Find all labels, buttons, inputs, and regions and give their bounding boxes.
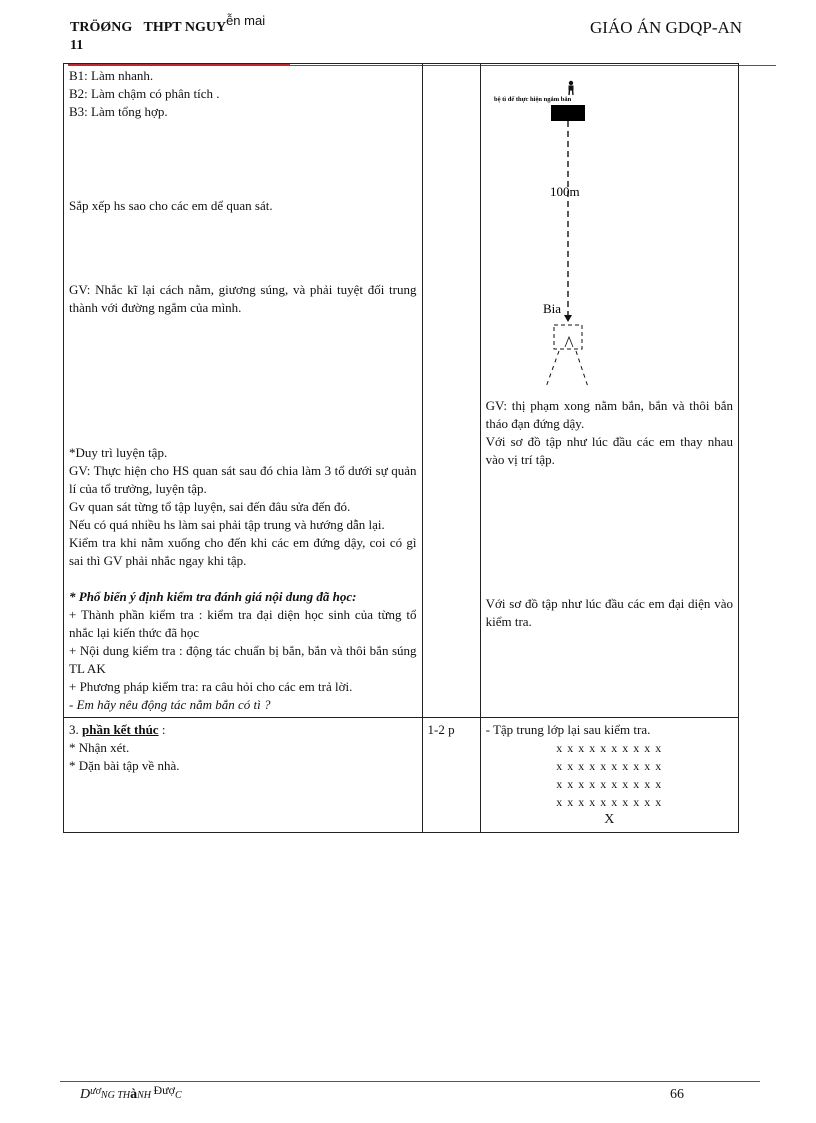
formation-row: x x x x x x x x x x <box>556 741 663 755</box>
gv-observe: Gv quan sát từng tổ tập luyện, sai đến đâu sửa đến đó. <box>69 499 351 514</box>
document-title: GIÁO ÁN GDQP-AN <box>590 18 743 37</box>
formation-leader: X <box>604 812 615 827</box>
arrow-head-icon <box>564 315 572 322</box>
rotation-note: Với sơ đồ tập như lúc đầu các em thay nhau vào vị trí tập. <box>485 434 733 467</box>
assessment-method: + Phương pháp kiểm tra: ra câu hỏi cho các em trả lời. <box>69 679 353 694</box>
class-number: 11 <box>70 38 84 53</box>
target-box <box>554 325 582 349</box>
school-name-superscript: ễn mai <box>226 13 266 28</box>
shooter-person-icon <box>568 81 573 95</box>
target-label: Bia <box>542 301 561 316</box>
ending-title <box>69 721 417 739</box>
organization-cell <box>480 64 738 718</box>
author-name <box>80 1083 182 1103</box>
formation-row: x x x x x x x x x x <box>556 759 663 773</box>
author-part: ươ <box>90 1086 101 1097</box>
author-part: Đượ <box>153 1083 176 1097</box>
formation-row: x x x x x x x x x x <box>556 795 663 809</box>
ending-number: 3. <box>69 722 82 737</box>
target-figure-icon <box>565 337 573 347</box>
footer-rule <box>60 1081 760 1082</box>
assessment-question: - Em hãy nêu động tác nằm bắn có tì ? <box>69 697 271 712</box>
author-part: NG TH <box>100 1090 131 1101</box>
ending-title-text: phần kết thúc <box>82 722 159 737</box>
school-name: THPT NGUY <box>143 20 227 35</box>
lesson-table <box>63 63 739 833</box>
gather-note: - Tập trung lớp lại sau kiểm tra. <box>485 722 651 737</box>
step-b3: B3: Làm tổng hợp. <box>69 104 168 119</box>
author-part: NH <box>137 1090 154 1101</box>
assessment-title: * Phổ biến ý định kiểm tra đánh giá nội dung đã học: <box>69 589 357 604</box>
school-line <box>70 13 266 37</box>
maintain-practice: *Duy trì luyện tập. <box>69 445 168 460</box>
page-number: 66 <box>670 1087 684 1102</box>
assessment-participants: + Thành phần kiểm tra : kiểm tra đại diện học sinh của từng tổ nhắc lại kiến thức đã học <box>69 607 417 640</box>
firing-rest-block <box>551 105 585 121</box>
distance-label: 100m <box>549 184 580 199</box>
table-row-ending <box>64 718 739 833</box>
firing-rest-label: bệ tì để thực hiện ngắm bắn <box>493 96 571 103</box>
author-part: à <box>130 1087 138 1102</box>
sector-line-left <box>546 351 559 387</box>
school-prefix: TRÖØNG <box>70 20 133 35</box>
step-b1: B1: Làm nhanh. <box>69 68 154 83</box>
range-diagram-svg <box>486 67 734 397</box>
header-left <box>70 13 266 55</box>
ending-cell <box>64 718 423 833</box>
time-cell-empty <box>422 64 480 718</box>
exam-rotation-note: Với sơ đồ tập như lúc đầu các em đại diện vào kiểm tra. <box>485 596 733 629</box>
arrange-note: Sắp xếp hs sao cho các em dể quan sát. <box>69 198 273 213</box>
remarks-item: * Nhận xét. <box>69 740 130 755</box>
homework-item: * Dặn bài tập về nhà. <box>69 758 180 773</box>
ending-organization-cell <box>480 718 738 833</box>
author-part: C <box>175 1090 182 1101</box>
author-part: D <box>80 1087 91 1102</box>
gv-reminder: GV: Nhắc kĩ lại cách nằm, giương súng, và phải tuyệt đối trung thành với đường ngắm của mình. <box>69 282 417 315</box>
ending-time-cell: 1-2 p <box>422 718 480 833</box>
table-row-activities <box>64 64 739 718</box>
demo-note: GV: thị phạm xong nằm bắn, bắn và thôi bắn tháo đạn đứng dậy. <box>485 398 733 431</box>
step-b2: B2: Làm chậm có phân tích . <box>69 86 220 101</box>
sector-line-right <box>576 351 588 387</box>
gv-groups: GV: Thực hiện cho HS quan sát sau đó chia làm 3 tổ dưới sự quản lí của tổ trưởng, luyện tập. <box>69 463 417 496</box>
formation-row: x x x x x x x x x x <box>556 777 663 791</box>
regroup-note: Nếu có quá nhiều hs làm sai phải tập trung và hướng dẫn lại. <box>69 517 385 532</box>
ending-colon: : <box>158 722 166 737</box>
activities-cell <box>64 64 423 718</box>
shooting-range-diagram <box>486 67 733 397</box>
check-note: Kiểm tra khi nằm xuống cho đến khi các em đứng dậy, coi có gì sai thì GV phải nhắc ngay khi tập. <box>69 535 417 568</box>
assessment-content: + Nội dung kiểm tra : động tác chuẩn bị bắn, bắn và thôi bắn súng TL AK <box>69 643 417 676</box>
